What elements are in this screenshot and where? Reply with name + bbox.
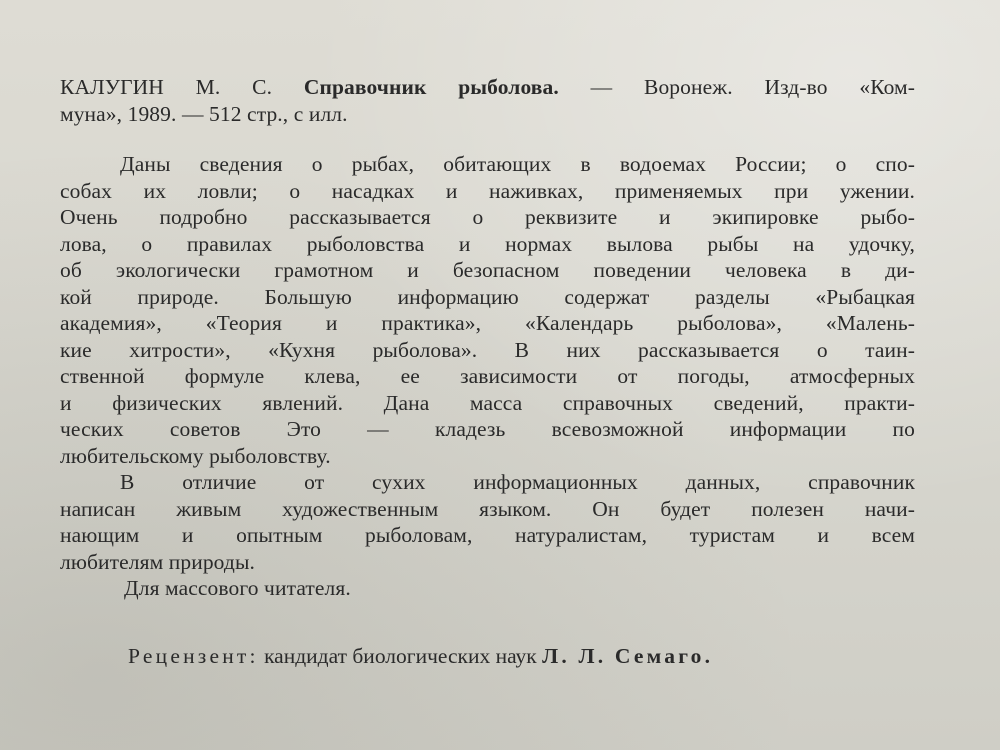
biblio-line-1 (60, 74, 915, 101)
text-line: академия», «Теория и практика», «Календарь рыболова», «Малень- (60, 311, 915, 335)
audience-note: Для массового читателя. (124, 576, 351, 600)
reviewer-label: Рецензент: (128, 644, 259, 668)
text-line: нающим и опытным рыболовам, натуралистам, туристам и всем (60, 523, 915, 547)
text-line: Даны сведения о рыбах, обитающих в водоемах России; о спо- (120, 152, 915, 176)
annotation (60, 151, 915, 602)
text-line: любительскому рыболовству. (60, 443, 331, 468)
text-line: Очень подробно рассказывается о реквизите и экипировке рыбо- (60, 205, 915, 229)
biblio-line-2: муна», 1989. — 512 стр., с илл. (60, 101, 348, 126)
book-title: Справочник рыболова. (303, 75, 559, 99)
style-paragraph (60, 469, 915, 575)
text-line: лова, о правилах рыболовства и нормах вылова рыбы на удочку, (60, 231, 915, 256)
text-line: и физических явлений. Дана масса справочных сведений, практи- (60, 390, 915, 415)
text-line: кой природе. Большую информацию содержат разделы «Рыбацкая (60, 284, 915, 309)
text-line: кие хитрости», «Кухня рыболова». В них рассказывается о таин- (60, 337, 915, 362)
reviewer-credentials: кандидат биологических наук (264, 644, 537, 668)
bibliographic-record (60, 74, 915, 127)
author: КАЛУГИН М. С. (60, 75, 273, 99)
publisher-info: — Воронеж. Изд-во «Ком- (590, 75, 915, 99)
text-line: ственной формуле клева, ее зависимости от погоды, атмосферных (60, 364, 915, 388)
reviewer-name: Л. Л. Семаго. (542, 644, 714, 668)
reviewer-line (128, 644, 918, 669)
text-line: собах их ловли; о насадках и наживках, применяемых при ужении. (60, 178, 915, 203)
text-line: любителям природы. (60, 549, 255, 574)
text-line: ческих советов Это — кладезь всевозможной информации по (60, 417, 915, 441)
text-line: об экологически грамотном и безопасном поведении человека в ди- (60, 258, 915, 282)
text-line: написан живым художественным языком. Он будет полезен начи- (60, 496, 915, 521)
abstract-paragraph (60, 151, 915, 469)
text-line: В отличие от сухих информационных данных, справочник (120, 470, 915, 494)
